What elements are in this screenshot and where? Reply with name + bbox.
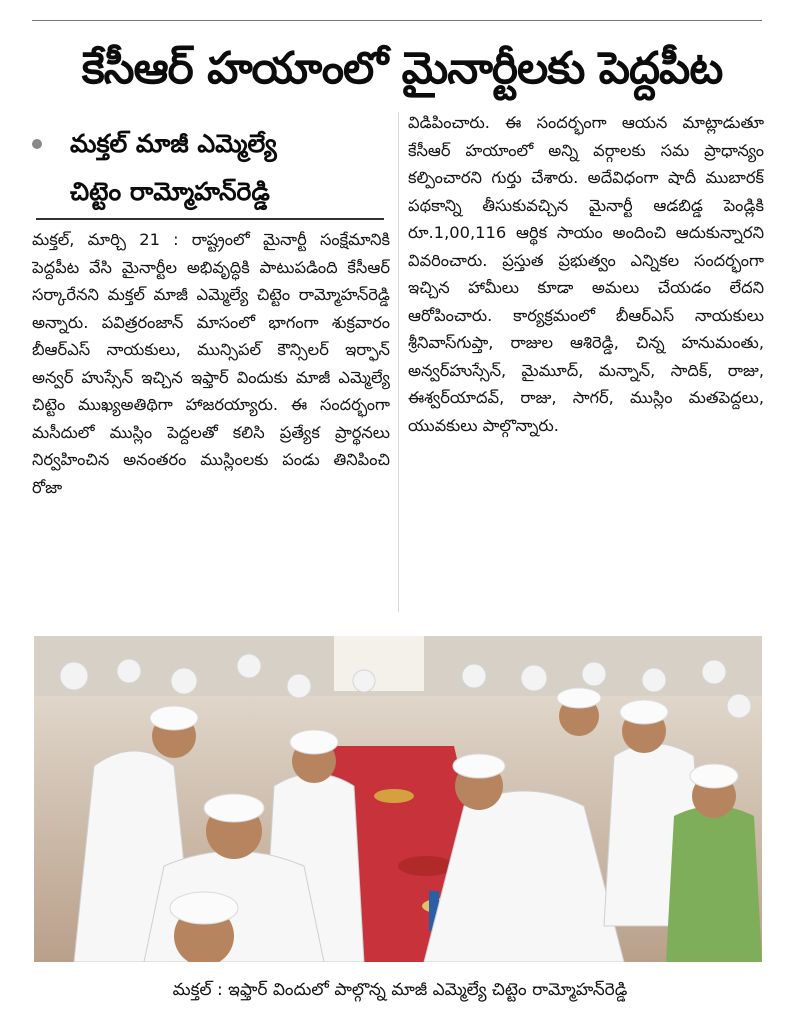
article-body-left-column: మక్తల్, మార్చి 21 : రాష్ట్రంలో మైనార్టీ సంక్షేమానికి పెద్దపీట వేసి మైనార్టీల అభివృద్ధికి పాటుపడింది కేసీఆర్ సర్కారేనని మక్తల్ మాజీ ఎమ్మెల్యే చిట్టెం రామ్మోహన్‌రెడ్డి అన్నారు. పవిత్రరంజాన్ మాసంలో భాగంగా శుక్రవారం బీఆర్‌ఎస్ నాయకులు, మున్సిపల్ కౌన్సిలర్ ఇర్ఫాన్ అన్వర్ హుస్సేన్ ఇచ్చిన ఇఫ్తార్ విందుకు మాజీ ఎమ్మెల్యే చిట్టెం ముఖ్యఅతిథిగా హాజరయ్యారు. ఈ సందర్భంగా మసీదులో ముస్లిం పెద్దలతో కలిసి ప్రత్యేక ప్రార్థనలు నిర్వహించిన అనంతరం ముస్లింలకు పండు తినిపించి రోజా [32,230,390,497]
previous-article-fragment [0,0,800,14]
subheadline-underline [36,218,384,220]
subheadline-line-2: చిట్టెం రామ్మోహన్‌రెడ్డి [70,177,270,206]
subheadline-line-1: మక్తల్ మాజీ ఎమ్మెల్యే [70,129,277,158]
column-divider [398,112,399,612]
top-divider [32,20,762,21]
article-headline: కేసీఆర్ హయాంలో మైనార్టీలకు పెద్దపీట [81,43,723,94]
photo-caption: మక్తల్ : ఇఫ్తార్ విందులో పాల్గొన్న మాజీ ఎమ్మెల్యే చిట్టెం రామ్మోహన్‌రెడ్డి [172,980,628,1000]
bullet-icon [32,139,42,149]
article-body-right-column: విడిపించారు. ఈ సందర్భంగా ఆయన మాట్లాడుతూ కేసీఆర్ హయాంలో అన్ని వర్గాలకు సమ ప్రాధాన్యం కల్పించారని గుర్తు చేశారు. అదేవిధంగా షాదీ ముబారక్ పథకాన్ని తీసుకువచ్చిన మైనార్టీ ఆడబిడ్డ పెండ్లికి రూ.1,00,116 ఆర్థిక సాయం అందించి ఆదుకున్నారని వివరించారు. ప్రస్తుత ప్రభుత్వం ఎన్నికల సందర్భంగా ఇచ్చిన హామీలు కూడా అమలు చేయడం లేదని ఆరోపించారు. కార్యక్రమంలో బీఆర్‌ఎస్ నాయకులు శ్రీనివాస్‌గుప్తా, రాజుల ఆశిరెడ్డి, చిన్న హనుమంతు, అన్వర్‌హుస్సేన్, మైమూద్, మన్నాన్, సాదిక్, రాజు, ఈశ్వర్‌యాదవ్, రాజు, సాగర్, ముస్లిం మతపెద్దలు, యువకులు పాల్గొన్నారు. [408,113,764,435]
subheadline-block [32,120,392,216]
iftar-event-photo [34,636,762,962]
